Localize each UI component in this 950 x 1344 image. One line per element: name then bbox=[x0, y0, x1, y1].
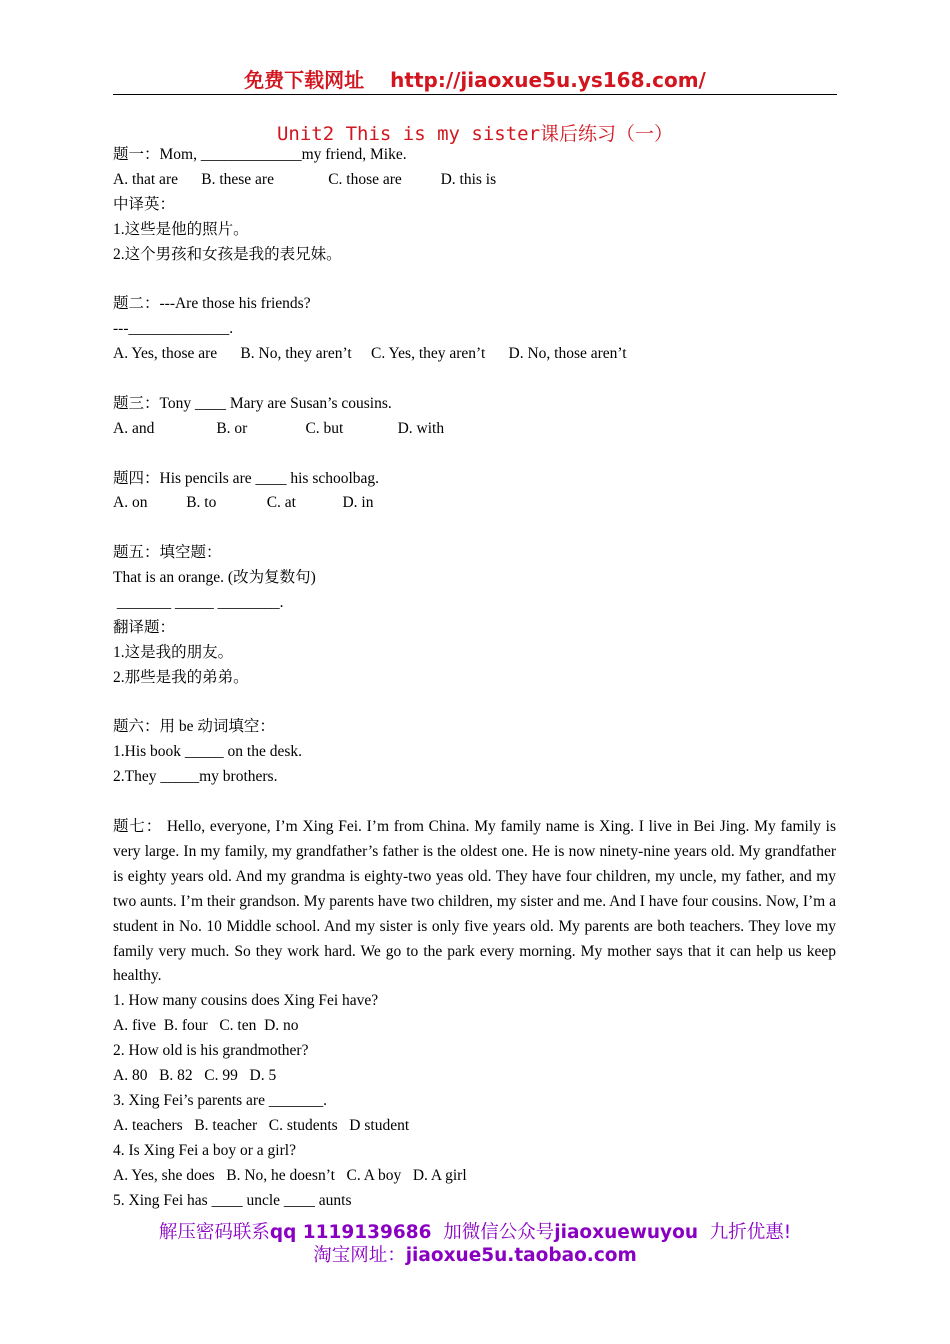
header-url-link[interactable]: http://jiaoxue5u.ys168.com/ bbox=[390, 68, 706, 92]
question-3-options: A. and B. or C. but D. with bbox=[113, 419, 445, 437]
question-3: 题三：Tony ____ Mary are Susan’s cousins. bbox=[113, 394, 392, 412]
question-5: 题五：填空题： bbox=[113, 544, 222, 562]
question-1-sentence-1: 1.这些是他的照片。 bbox=[113, 220, 249, 238]
question-2-answer-blank: ---_____________. bbox=[113, 320, 234, 338]
question-6-item-2: 2.They _____my brothers. bbox=[113, 768, 278, 786]
question-7-item-4-options: A. Yes, she does B. No, he doesn’t C. A boy D. A girl bbox=[113, 1166, 467, 1184]
footer-shop-link[interactable]: jiaoxue5u.taobao.com bbox=[405, 1245, 637, 1266]
question-7-item-3-options: A. teachers B. teacher C. students D student bbox=[113, 1116, 410, 1134]
question-7-item-4: 4. Is Xing Fei a boy or a girl? bbox=[113, 1141, 296, 1159]
question-2: 题二：---Are those his friends? bbox=[113, 295, 311, 313]
question-7-item-5: 5. Xing Fei has ____ uncle ____ aunts bbox=[113, 1191, 352, 1209]
question-6: 题六：用 be 动词填空： bbox=[113, 718, 275, 736]
document-title: Unit2 This is my sister课后练习（一） bbox=[276, 123, 674, 145]
question-1: 题一：Mom, _____________my friend, Mike. bbox=[113, 146, 407, 163]
question-7-item-3: 3. Xing Fei’s parents are _______. bbox=[113, 1091, 327, 1109]
header-divider bbox=[113, 94, 837, 95]
question-5-sentence: That is an orange. (改为复数句) bbox=[113, 569, 316, 587]
question-4: 题四：His pencils are ____ his schoolbag. bbox=[113, 469, 380, 487]
footer-discount-text: 九折优惠! bbox=[709, 1222, 792, 1243]
header-label: 免费下载网址 bbox=[244, 68, 365, 92]
footer-shop-label: 淘宝网址： bbox=[313, 1245, 406, 1266]
question-5-translation-2: 2.那些是我的弟弟。 bbox=[113, 668, 249, 686]
question-2-options: A. Yes, those are B. No, they aren’t C. Yes, they aren’t D. No, those aren’t bbox=[113, 345, 627, 363]
question-4-options: A. on B. to C. at D. in bbox=[113, 494, 374, 512]
question-1-options: A. that are B. these are C. those are D. this is bbox=[113, 170, 497, 188]
exercise-content bbox=[113, 143, 836, 1213]
question-5-translation-heading: 翻译题： bbox=[113, 618, 176, 636]
footer-qq-number: qq 1119139686 bbox=[269, 1222, 432, 1243]
question-6-item-1: 1.His book _____ on the desk. bbox=[113, 743, 303, 761]
question-7-item-1-options: A. five B. four C. ten D. no bbox=[113, 1017, 299, 1035]
question-7-item-2-options: A. 80 B. 82 C. 99 D. 5 bbox=[113, 1067, 277, 1085]
question-7-item-2: 2. How old is his grandmother? bbox=[113, 1042, 309, 1060]
footer-wechat-label: 加微信公众号 bbox=[443, 1222, 555, 1243]
header-banner bbox=[113, 64, 837, 93]
footer-password-label: 解压密码联系 bbox=[158, 1222, 270, 1243]
footer-wechat-account: jiaoxuewuyou bbox=[554, 1222, 698, 1243]
question-1-subheading: 中译英： bbox=[113, 195, 176, 213]
question-5-translation-1: 1.这是我的朋友。 bbox=[113, 643, 234, 661]
question-5-blanks: _______ _____ ________. bbox=[113, 594, 284, 612]
footer-shop-line bbox=[113, 1241, 837, 1267]
question-7-passage: 题七： Hello, everyone, I’m Xing Fei. I’m from China. My family name is Xing. I live in Bei Jing. My family is very large. In my family, my grandfather’s father is the oldest one. He is now ninety-nine years old. My grandfather is eighty years old. And my grandma is eighty-two yeas old. They have four children, my uncle, my father, and my two aunts. I’m their grandson. My parents have two children, my sister and me. And I have four cousins. Now, I’m a student in No. 10 Middle school. And my sister is only five years old. My parents are both teachers. They love my family very much. So they work hard. We go to the park every morning. My mother says that it can help us keep healthy. bbox=[113, 818, 836, 985]
question-7-item-1: 1. How many cousins does Xing Fei have? bbox=[113, 992, 379, 1010]
question-1-sentence-2: 2.这个男孩和女孩是我的表兄妹。 bbox=[113, 245, 342, 263]
